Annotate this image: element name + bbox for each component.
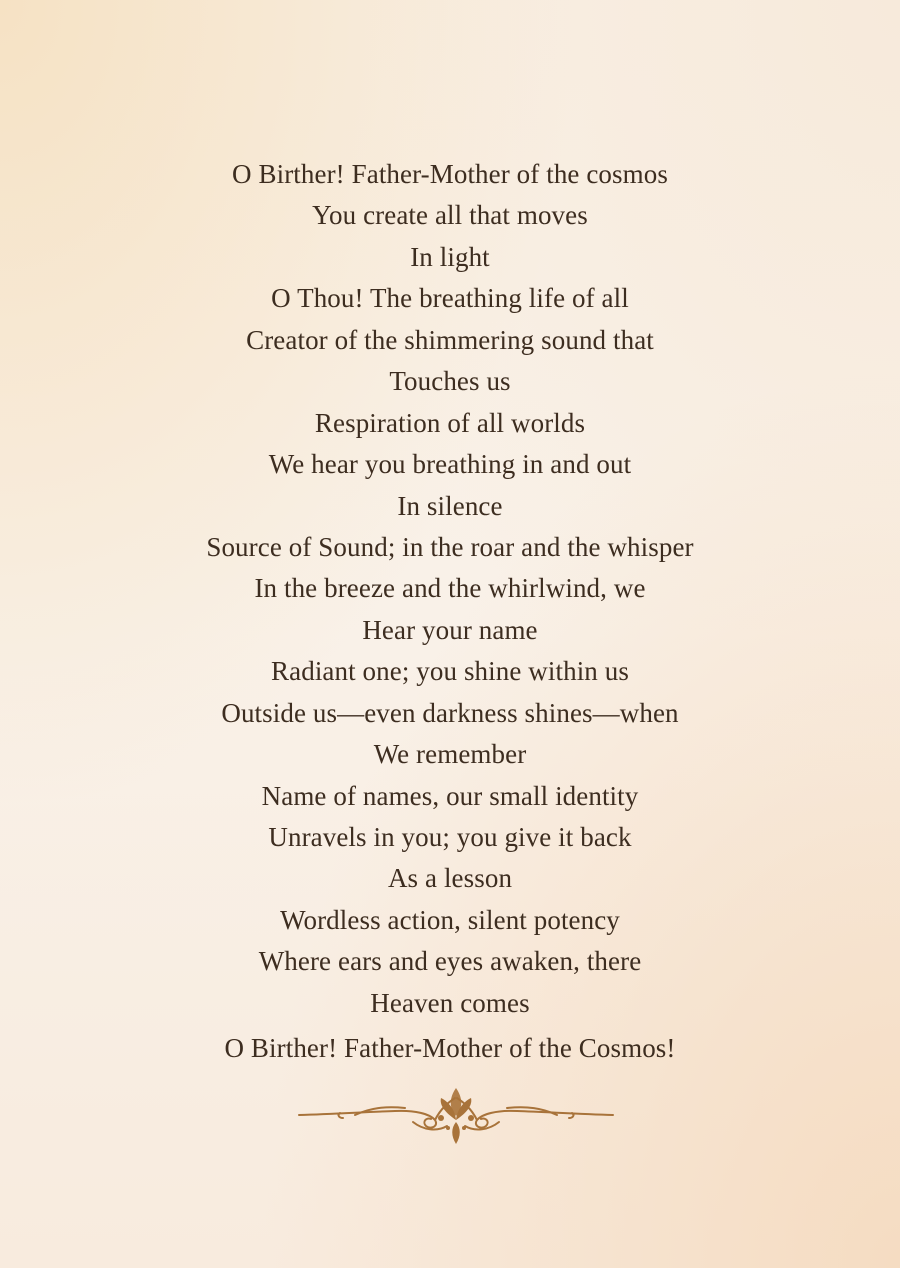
poem-line: In the breeze and the whirlwind, we bbox=[254, 573, 646, 604]
poem-line: Name of names, our small identity bbox=[261, 780, 639, 811]
poem-line: In light bbox=[410, 241, 490, 272]
poem-line: In silence bbox=[397, 490, 503, 521]
poem-line: O Birther! Father-Mother of the cosmos bbox=[232, 159, 668, 189]
poem-line: Creator of the shimmering sound that bbox=[246, 324, 654, 355]
poem-text bbox=[0, 154, 900, 1070]
poem-line: Heaven comes bbox=[370, 987, 530, 1018]
flourish-ornament-icon bbox=[295, 1084, 617, 1150]
poem-line: O Birther! Father-Mother of the Cosmos! bbox=[224, 1033, 676, 1064]
poem-line: Outside us—even darkness shines—when bbox=[221, 697, 679, 728]
poem-line: Touches us bbox=[389, 366, 511, 397]
poem-line: Respiration of all worlds bbox=[314, 407, 586, 438]
poem-line: Hear your name bbox=[362, 614, 538, 645]
poem-line: You create all that moves bbox=[312, 200, 588, 231]
poem-line: Wordless action, silent potency bbox=[280, 904, 620, 935]
poem-line: As a lesson bbox=[387, 863, 513, 894]
poem-line: Radiant one; you shine within us bbox=[271, 656, 629, 687]
poem-line: Unravels in you; you give it back bbox=[268, 822, 632, 852]
poem-line: Where ears and eyes awaken, there bbox=[258, 946, 642, 977]
poem-line: We remember bbox=[373, 739, 527, 770]
poem-line: O Thou! The breathing life of all bbox=[271, 283, 629, 314]
poem-line: Source of Sound; in the roar and the whisper bbox=[206, 531, 694, 562]
poem-line: We hear you breathing in and out bbox=[268, 449, 632, 480]
